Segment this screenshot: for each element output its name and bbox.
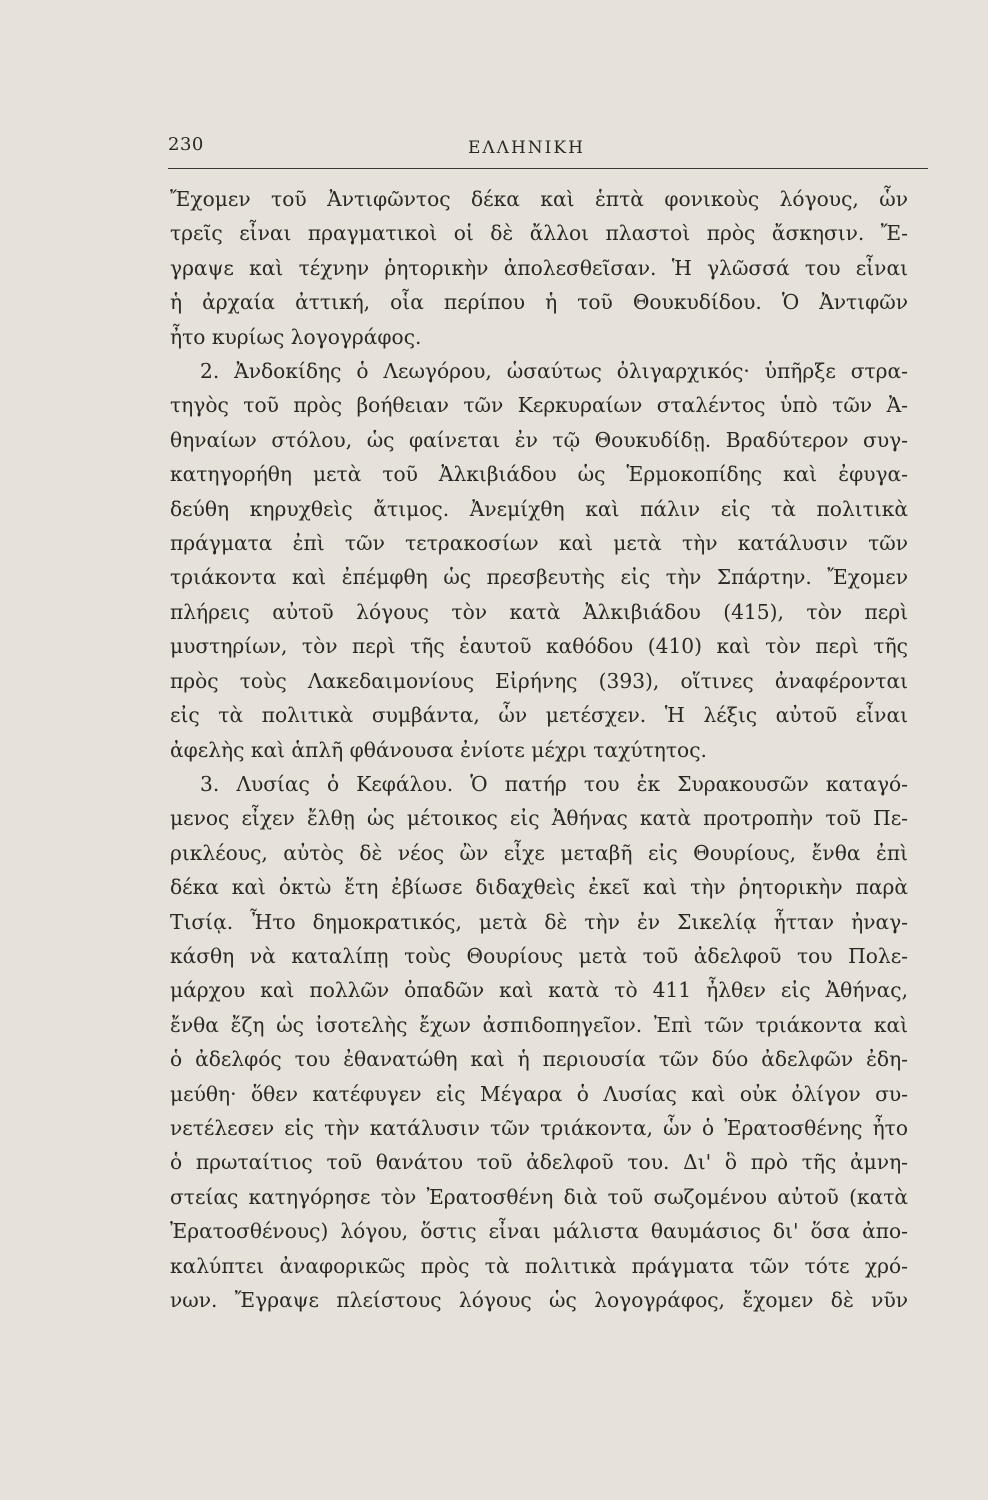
text-line: μενος εἶχεν ἔλθῃ ὡς μέτοικος εἰς Ἀθήνας κατὰ προτροπὴν τοῦ Πε- (170, 806, 908, 831)
text-line: ἦτο κυρίως λογογράφος. (170, 324, 422, 349)
body-text (170, 182, 908, 1317)
text-line: τρεῖς εἶναι πραγματικοὶ οἱ δὲ ἄλλοι πλαστοὶ πρὸς ἄσκησιν. Ἔ- (170, 221, 908, 246)
text-line: κατηγορήθη μετὰ τοῦ Ἀλκιβιάδου ὡς Ἑρμοκοπίδης καὶ ἐφυγα- (170, 462, 908, 487)
text-line: ὁ ἀδελφός του ἐθανατώθη καὶ ἡ περιουσία τῶν δύο ἀδελφῶν ἐδη- (170, 1047, 908, 1072)
page-header (168, 128, 928, 169)
text-line: πράγματα ἐπὶ τῶν τετρακοσίων καὶ μετὰ τὴν κατάλυσιν τῶν (170, 531, 908, 556)
text-line: πλήρεις αὐτοῦ λόγους τὸν κατὰ Ἀλκιβιάδου (415), τὸν περὶ (170, 599, 908, 624)
text-line: νων. Ἔγραψε πλείστους λόγους ὡς λογογράφος, ἔχομεν δὲ νῦν (170, 1288, 908, 1312)
text-line: δέκα καὶ ὀκτὼ ἔτη ἐβίωσε διδαχθεὶς ἐκεῖ καὶ τὴν ῥητορικὴν παρὰ (170, 875, 908, 900)
text-line: Ἐρατοσθένους) λόγου, ὅστις εἶναι μάλιστα θαυμάσιος δι' ὅσα ἀπο- (170, 1219, 908, 1244)
text-line: 3. Λυσίας ὁ Κεφάλου. Ὁ πατήρ του ἐκ Συρακουσῶν καταγό- (200, 771, 908, 796)
page-number: 230 (168, 134, 204, 155)
text-line: δεύθη κηρυχθεὶς ἄτιμος. Ἀνεμίχθη καὶ πάλιν εἰς τὰ πολιτικὰ (170, 496, 908, 521)
text-line: 2. Ἀνδοκίδης ὁ Λεωγόρου, ὡσαύτως ὀλιγαρχικός· ὑπῆρξε στρα- (200, 359, 908, 384)
text-line: νετέλεσεν εἰς τὴν κατάλυσιν τῶν τριάκοντα, ὧν ὁ Ἐρατοσθένης ἦτο (170, 1115, 908, 1140)
text-line: τηγὸς τοῦ πρὸς βοήθειαν τῶν Κερκυραίων σταλέντος ὑπὸ τῶν Ἀ- (170, 393, 908, 418)
running-title: ΕΛΛΗΝΙΚΗ (468, 138, 585, 158)
text-line: Ἔχομεν τοῦ Ἀντιφῶντος δέκα καὶ ἑπτὰ φονικοὺς λόγους, ὧν (170, 187, 908, 211)
text-line: μάρχου καὶ πολλῶν ὀπαδῶν καὶ κατὰ τὸ 411 ἦλθεν εἰς Ἀθήνας, (170, 978, 908, 1003)
text-line: μεύθη· ὅθεν κατέφυγεν εἰς Μέγαρα ὁ Λυσίας καὶ οὐκ ὀλίγον συ- (170, 1081, 908, 1106)
text-line: ἔνθα ἔζη ὡς ἰσοτελὴς ἔχων ἀσπιδοπηγεῖον. Ἐπὶ τῶν τριάκοντα καὶ (170, 1012, 908, 1037)
text-line: Τισίᾳ. Ἦτο δημοκρατικός, μετὰ δὲ τὴν ἐν Σικελίᾳ ἧτταν ἠναγ- (170, 909, 908, 934)
text-line: τριάκοντα καὶ ἐπέμφθη ὡς πρεσβευτὴς εἰς τὴν Σπάρτην. Ἔχομεν (170, 565, 908, 590)
text-line: ὁ πρωταίτιος τοῦ θανάτου τοῦ ἀδελφοῦ του. Δι' ὃ πρὸ τῆς ἀμνη- (170, 1150, 908, 1175)
text-line: κάσθη νὰ καταλίπῃ τοὺς Θουρίους μετὰ τοῦ ἀδελφοῦ του Πολε- (170, 943, 908, 968)
text-line: καλύπτει ἀναφορικῶς πρὸς τὰ πολιτικὰ πράγματα τῶν τότε χρό- (170, 1253, 908, 1278)
text-line: ἀφελὴς καὶ ἁπλῆ φθάνουσα ἐνίοτε μέχρι ταχύτητος. (170, 737, 707, 762)
text-line: μυστηρίων, τὸν περὶ τῆς ἑαυτοῦ καθόδου (410) καὶ τὸν περὶ τῆς (170, 634, 908, 659)
text-line: θηναίων στόλου, ὡς φαίνεται ἐν τῷ Θουκυδίδῃ. Βραδύτερον συγ- (170, 427, 908, 452)
text-line: γραψε καὶ τέχνην ῥητορικὴν ἀπολεσθεῖσαν. Ἡ γλῶσσά του εἶναι (170, 255, 908, 280)
text-line: πρὸς τοὺς Λακεδαιμονίους Εἰρήνης (393), οἵτινες ἀναφέρονται (170, 668, 908, 693)
text-line: ἡ ἀρχαία ἀττική, οἷα περίπου ἡ τοῦ Θουκυδίδου. Ὁ Ἀντιφῶν (170, 290, 908, 315)
text-line: στείας κατηγόρησε τὸν Ἐρατοσθένη διὰ τοῦ σωζομένου αὐτοῦ (κατὰ (170, 1184, 908, 1209)
text-line: εἰς τὰ πολιτικὰ συμβάντα, ὧν μετέσχεν. Ἡ λέξις αὐτοῦ εἶναι (170, 703, 908, 728)
text-line: ρικλέους, αὐτὸς δὲ νέος ὢν εἶχε μεταβῆ εἰς Θουρίους, ἔνθα ἐπὶ (170, 840, 908, 865)
